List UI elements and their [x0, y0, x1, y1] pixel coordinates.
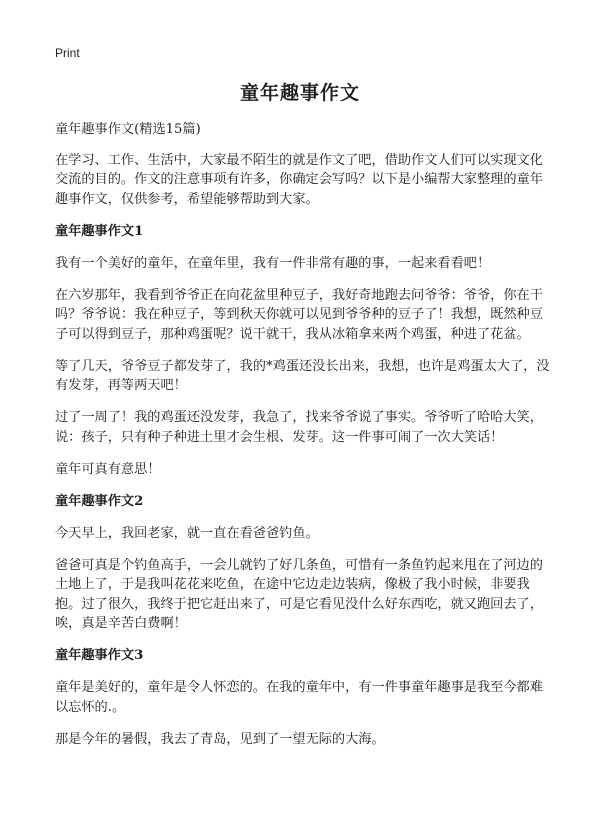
- print-link[interactable]: Print: [55, 46, 80, 60]
- article-subtitle: 童年趣事作文(精选15篇): [55, 122, 201, 137]
- paragraph: 在六岁那年，我看到爷爷正在向花盆里种豆子，我好奇地跑去问爷爷：爷爷，你在干吗？爷爷说：我在种豆子，等到秋天你就可以见到爷爷种的豆子了！我想，既然种豆子可以得到豆子，那种鸡蛋呢？说干就干，我从冰箱拿来两个鸡蛋，种进了花盆。: [55, 287, 543, 342]
- paragraph: 爸爸可真是个钓鱼高手，一会儿就钓了好几条鱼，可惜有一条鱼钓起来甩在了河边的土地上了，于是我叫花花来吃鱼，在途中它边走边装病，像极了我小时候，非要我抱。过了很久，我终于把它赶出来了，可是它看见没什么好东西吃，就又跑回去了，唉，真是辛苦白费啊！: [55, 557, 543, 631]
- paragraph: 童年可真有意思！: [55, 461, 161, 477]
- paragraph: 今天早上，我回老家，就一直在看爸爸钓鱼。: [55, 525, 319, 541]
- paragraph: 童年是美好的，童年是令人怀恋的。在我的童年中，有一件事童年趣事是我至今都难以忘怀的.。: [55, 680, 543, 715]
- paragraph: 过了一周了！我的鸡蛋还没发芽，我急了，找来爷爷说了事实。爷爷听了哈哈大笑，说：孩子，只有种子种进土里才会生根、发芽。这一件事可闹了一次大笑话！: [55, 410, 543, 445]
- section-heading-3: 童年趣事作文3: [55, 648, 144, 663]
- intro-paragraph: 在学习、工作、生活中，大家最不陌生的就是作文了吧，借助作文人们可以实现文化交流的目的。作文的注意事项有许多，你确定会写吗？以下是小编帮大家整理的童年趣事作文，仅供参考，希望能够帮助到大家。: [55, 152, 543, 207]
- section-heading-1: 童年趣事作文1: [55, 223, 144, 239]
- article-body: [55, 120, 552, 762]
- page-title: 童年趣事作文: [239, 82, 360, 104]
- paragraph: 那是今年的暑假，我去了青岛，见到了一望无际的大海。: [55, 731, 385, 747]
- paragraph: 等了几天，爷爷豆子都发芽了，我的*鸡蛋还没长出来，我想，也许是鸡蛋太大了，没有发芽，再等两天吧！: [55, 358, 550, 393]
- section-heading-2: 童年趣事作文2: [55, 493, 144, 509]
- paragraph: 我有一个美好的童年，在童年里，我有一件非常有趣的事，一起来看看吧！: [55, 255, 491, 271]
